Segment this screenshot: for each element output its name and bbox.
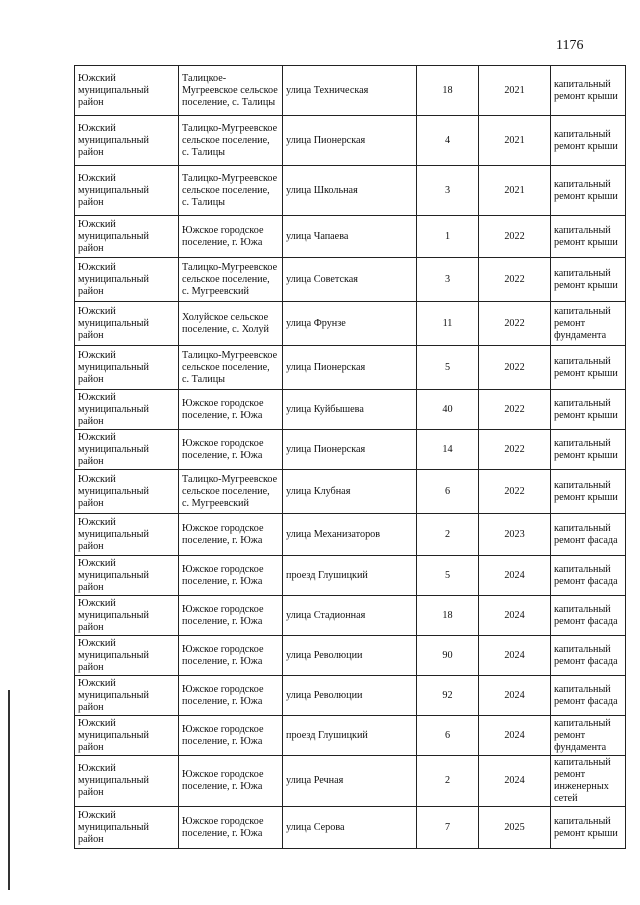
table-row bbox=[75, 166, 626, 216]
year-cell: 2021 bbox=[479, 66, 551, 116]
house-number-cell: 4 bbox=[417, 116, 479, 166]
street-cell: улица Чапаева bbox=[283, 216, 417, 258]
street-cell: улица Пионерская bbox=[283, 430, 417, 470]
table-row bbox=[75, 470, 626, 514]
work-type-cell: капитальный ремонт крыши bbox=[551, 216, 626, 258]
street-cell: улица Серова bbox=[283, 807, 417, 849]
table-row bbox=[75, 716, 626, 756]
house-number-cell: 14 bbox=[417, 430, 479, 470]
table-row bbox=[75, 556, 626, 596]
house-number-cell: 90 bbox=[417, 636, 479, 676]
street-cell: улица Техническая bbox=[283, 66, 417, 116]
work-type-cell: капитальный ремонт фундамента bbox=[551, 302, 626, 346]
year-cell: 2024 bbox=[479, 716, 551, 756]
district-cell: Южский муниципальный район bbox=[75, 430, 179, 470]
year-cell: 2024 bbox=[479, 556, 551, 596]
district-cell: Южский муниципальный район bbox=[75, 636, 179, 676]
settlement-cell: Южское городское поселение, г. Южа bbox=[179, 514, 283, 556]
settlement-cell: Южское городское поселение, г. Южа bbox=[179, 390, 283, 430]
district-cell: Южский муниципальный район bbox=[75, 258, 179, 302]
work-type-cell: капитальный ремонт фасада bbox=[551, 596, 626, 636]
district-cell: Южский муниципальный район bbox=[75, 596, 179, 636]
house-number-cell: 18 bbox=[417, 596, 479, 636]
year-cell: 2022 bbox=[479, 216, 551, 258]
house-number-cell: 5 bbox=[417, 346, 479, 390]
table-row bbox=[75, 216, 626, 258]
house-number-cell: 40 bbox=[417, 390, 479, 430]
work-type-cell: капитальный ремонт крыши bbox=[551, 390, 626, 430]
district-cell: Южский муниципальный район bbox=[75, 216, 179, 258]
settlement-cell: Холуйское сельское поселение, с. Холуй bbox=[179, 302, 283, 346]
work-type-cell: капитальный ремонт фундамента bbox=[551, 716, 626, 756]
work-type-cell: капитальный ремонт крыши bbox=[551, 116, 626, 166]
house-number-cell: 2 bbox=[417, 756, 479, 807]
settlement-cell: Южское городское поселение, г. Южа bbox=[179, 756, 283, 807]
year-cell: 2024 bbox=[479, 676, 551, 716]
street-cell: улица Советская bbox=[283, 258, 417, 302]
year-cell: 2022 bbox=[479, 258, 551, 302]
settlement-cell: Южское городское поселение, г. Южа bbox=[179, 596, 283, 636]
page-number: 1176 bbox=[556, 38, 584, 53]
table-row bbox=[75, 390, 626, 430]
street-cell: проезд Глушицкий bbox=[283, 716, 417, 756]
settlement-cell: Южское городское поселение, г. Южа bbox=[179, 430, 283, 470]
settlement-cell: Южское городское поселение, г. Южа bbox=[179, 556, 283, 596]
settlement-cell: Южское городское поселение, г. Южа bbox=[179, 807, 283, 849]
table-row bbox=[75, 807, 626, 849]
settlement-cell: Южское городское поселение, г. Южа bbox=[179, 216, 283, 258]
district-cell: Южский муниципальный район bbox=[75, 807, 179, 849]
district-cell: Южский муниципальный район bbox=[75, 756, 179, 807]
table-body bbox=[75, 66, 626, 849]
house-number-cell: 92 bbox=[417, 676, 479, 716]
settlement-cell: Талицко-Мугреевское сельское поселение, с. Мугреевский bbox=[179, 470, 283, 514]
district-cell: Южский муниципальный район bbox=[75, 676, 179, 716]
scan-edge-mark bbox=[8, 690, 10, 890]
street-cell: улица Революции bbox=[283, 676, 417, 716]
settlement-cell: Талицкое-Мугреевское сельское поселение, с. Талицы bbox=[179, 66, 283, 116]
street-cell: улица Пионерская bbox=[283, 116, 417, 166]
street-cell: улица Революции bbox=[283, 636, 417, 676]
table-row bbox=[75, 346, 626, 390]
table-row bbox=[75, 66, 626, 116]
work-type-cell: капитальный ремонт крыши bbox=[551, 166, 626, 216]
housing-repair-table bbox=[74, 65, 626, 849]
house-number-cell: 2 bbox=[417, 514, 479, 556]
table-row bbox=[75, 430, 626, 470]
work-type-cell: капитальный ремонт крыши bbox=[551, 346, 626, 390]
work-type-cell: капитальный ремонт инженерных сетей bbox=[551, 756, 626, 807]
work-type-cell: капитальный ремонт фасада bbox=[551, 636, 626, 676]
year-cell: 2024 bbox=[479, 596, 551, 636]
district-cell: Южский муниципальный район bbox=[75, 556, 179, 596]
street-cell: улица Речная bbox=[283, 756, 417, 807]
year-cell: 2022 bbox=[479, 302, 551, 346]
table-row bbox=[75, 596, 626, 636]
district-cell: Южский муниципальный район bbox=[75, 116, 179, 166]
settlement-cell: Талицко-Мугреевское сельское поселение, с. Мугреевский bbox=[179, 258, 283, 302]
work-type-cell: капитальный ремонт фасада bbox=[551, 676, 626, 716]
year-cell: 2022 bbox=[479, 390, 551, 430]
district-cell: Южский муниципальный район bbox=[75, 66, 179, 116]
settlement-cell: Южское городское поселение, г. Южа bbox=[179, 676, 283, 716]
table-row bbox=[75, 676, 626, 716]
year-cell: 2023 bbox=[479, 514, 551, 556]
year-cell: 2021 bbox=[479, 116, 551, 166]
district-cell: Южский муниципальный район bbox=[75, 166, 179, 216]
settlement-cell: Талицко-Мугреевское сельское поселение, с. Талицы bbox=[179, 166, 283, 216]
house-number-cell: 7 bbox=[417, 807, 479, 849]
table-row bbox=[75, 116, 626, 166]
house-number-cell: 5 bbox=[417, 556, 479, 596]
street-cell: улица Механизаторов bbox=[283, 514, 417, 556]
house-number-cell: 6 bbox=[417, 470, 479, 514]
street-cell: улица Школьная bbox=[283, 166, 417, 216]
house-number-cell: 3 bbox=[417, 258, 479, 302]
table-row bbox=[75, 514, 626, 556]
district-cell: Южский муниципальный район bbox=[75, 346, 179, 390]
district-cell: Южский муниципальный район bbox=[75, 390, 179, 430]
table-row bbox=[75, 258, 626, 302]
house-number-cell: 11 bbox=[417, 302, 479, 346]
table-row bbox=[75, 636, 626, 676]
year-cell: 2025 bbox=[479, 807, 551, 849]
street-cell: улица Пионерская bbox=[283, 346, 417, 390]
year-cell: 2024 bbox=[479, 756, 551, 807]
house-number-cell: 1 bbox=[417, 216, 479, 258]
work-type-cell: капитальный ремонт крыши bbox=[551, 430, 626, 470]
table-row bbox=[75, 302, 626, 346]
district-cell: Южский муниципальный район bbox=[75, 302, 179, 346]
house-number-cell: 3 bbox=[417, 166, 479, 216]
settlement-cell: Южское городское поселение, г. Южа bbox=[179, 636, 283, 676]
work-type-cell: капитальный ремонт фасада bbox=[551, 556, 626, 596]
year-cell: 2024 bbox=[479, 636, 551, 676]
work-type-cell: капитальный ремонт крыши bbox=[551, 258, 626, 302]
work-type-cell: капитальный ремонт крыши bbox=[551, 66, 626, 116]
work-type-cell: капитальный ремонт фасада bbox=[551, 514, 626, 556]
district-cell: Южский муниципальный район bbox=[75, 716, 179, 756]
year-cell: 2022 bbox=[479, 470, 551, 514]
work-type-cell: капитальный ремонт крыши bbox=[551, 470, 626, 514]
street-cell: улица Куйбышева bbox=[283, 390, 417, 430]
settlement-cell: Талицко-Мугреевское сельское поселение, с. Талицы bbox=[179, 346, 283, 390]
street-cell: улица Стадионная bbox=[283, 596, 417, 636]
year-cell: 2022 bbox=[479, 430, 551, 470]
work-type-cell: капитальный ремонт крыши bbox=[551, 807, 626, 849]
street-cell: улица Фрунзе bbox=[283, 302, 417, 346]
year-cell: 2021 bbox=[479, 166, 551, 216]
year-cell: 2022 bbox=[479, 346, 551, 390]
table-row bbox=[75, 756, 626, 807]
street-cell: улица Клубная bbox=[283, 470, 417, 514]
settlement-cell: Талицко-Мугреевское сельское поселение, с. Талицы bbox=[179, 116, 283, 166]
settlement-cell: Южское городское поселение, г. Южа bbox=[179, 716, 283, 756]
district-cell: Южский муниципальный район bbox=[75, 514, 179, 556]
district-cell: Южский муниципальный район bbox=[75, 470, 179, 514]
street-cell: проезд Глушицкий bbox=[283, 556, 417, 596]
house-number-cell: 6 bbox=[417, 716, 479, 756]
house-number-cell: 18 bbox=[417, 66, 479, 116]
